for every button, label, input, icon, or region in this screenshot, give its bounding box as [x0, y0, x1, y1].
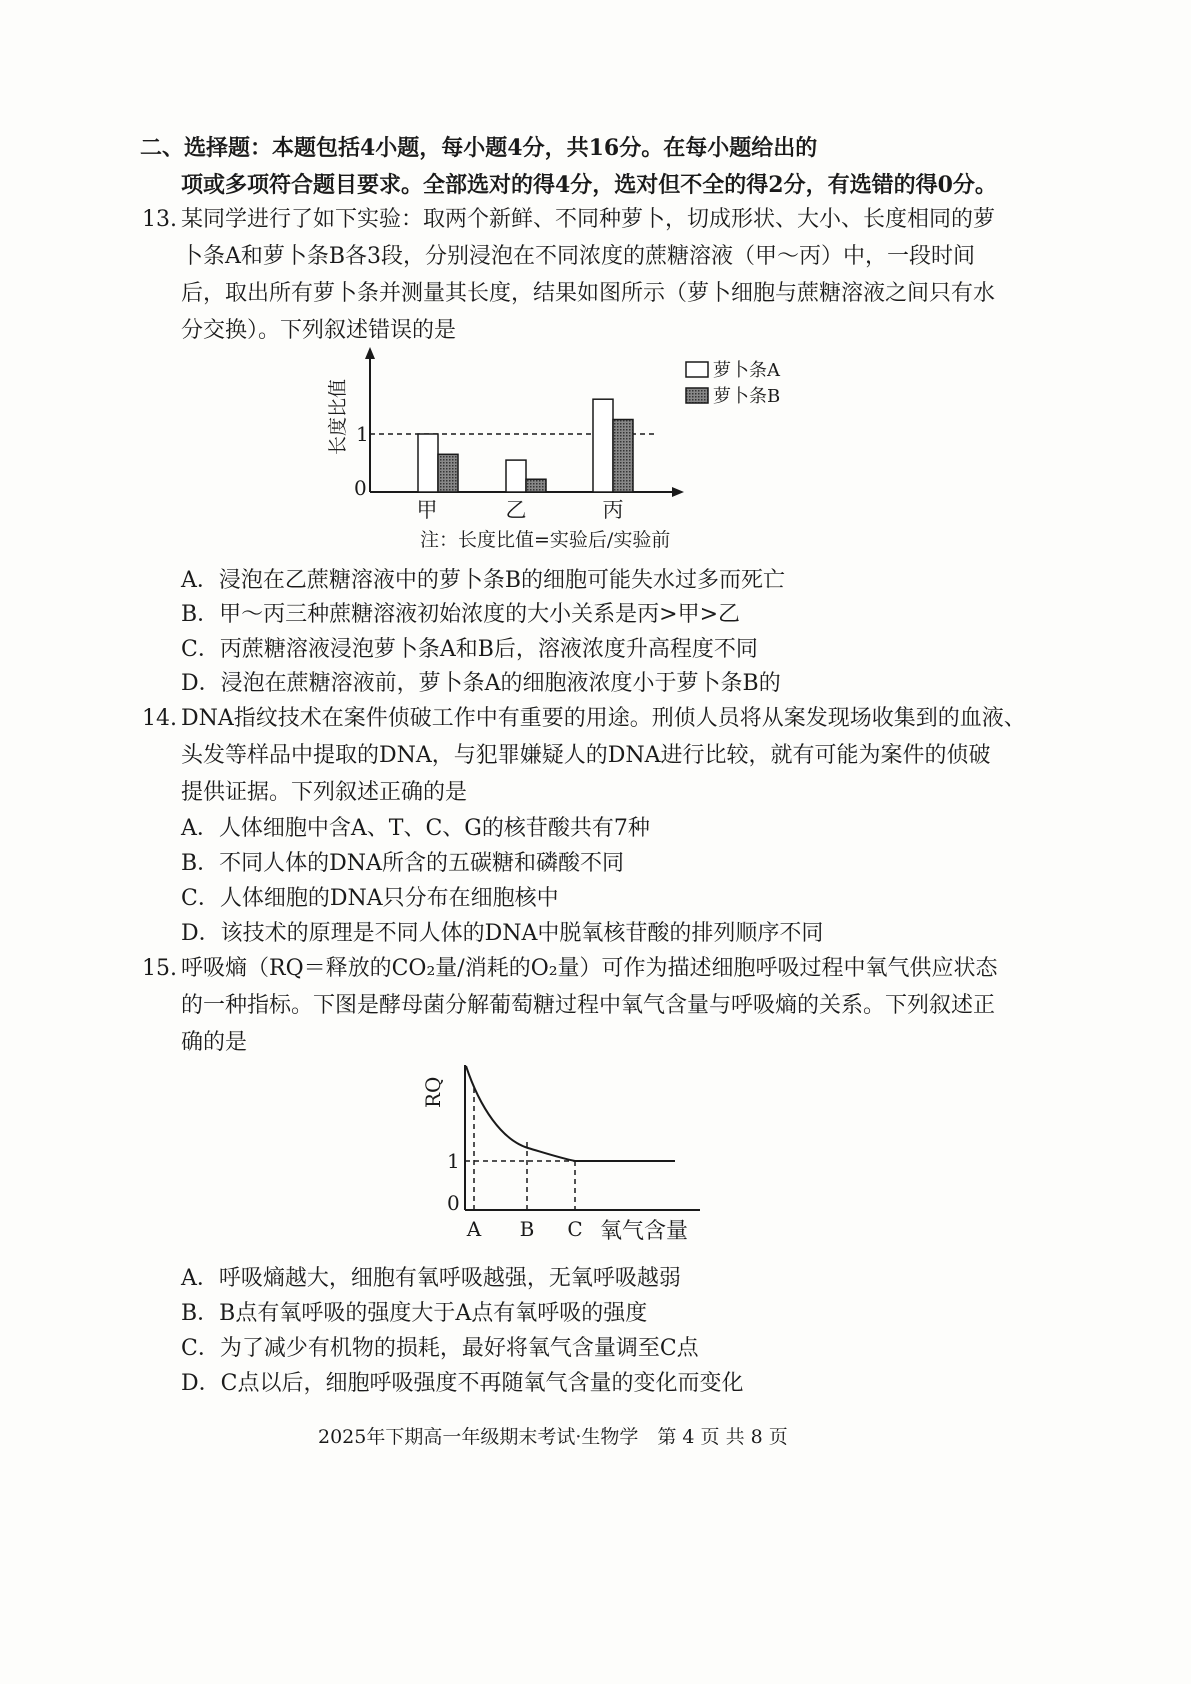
x-category-label: 丙	[602, 498, 624, 522]
q13-line: 卜条A和萝卜条B各3段，分别浸泡在不同浓度的蔗糖溶液（甲～丙）中，一段时间	[181, 244, 976, 269]
x-tick-label: C	[567, 1217, 583, 1241]
x-category-label: 甲	[416, 498, 438, 522]
chart-note: 注：长度比值=实验后/实验前	[420, 529, 671, 551]
q15-option-d: D．C点以后，细胞呼吸强度不再随氧气含量的变化而变化	[181, 1371, 744, 1396]
x-tick-label: B	[519, 1217, 535, 1241]
section-title-line1: 二、选择题：本题包括4小题，每小题4分，共16分。在每小题给出的	[140, 135, 818, 161]
q15-option-c: C．为了减少有机物的损耗，最好将氧气含量调至C点	[181, 1336, 699, 1361]
q14-option-c: C．人体细胞的DNA只分布在细胞核中	[181, 886, 559, 911]
bar-chart	[320, 345, 820, 535]
y-axis-label: 长度比值	[327, 378, 349, 455]
bar-b-乙	[526, 479, 546, 492]
q14-line: 提供证据。下列叙述正确的是	[181, 780, 468, 805]
bar-a-乙	[506, 460, 526, 492]
q15-line: 呼吸熵（RQ＝释放的CO₂量/消耗的O₂量）可作为描述细胞呼吸过程中氧气供应状态	[181, 956, 998, 981]
q14-line: 头发等样品中提取的DNA，与犯罪嫌疑人的DNA进行比较，就有可能为案件的侦破	[181, 743, 991, 768]
q14-line: DNA指纹技术在案件侦破工作中有重要的用途。刑侦人员将从案发现场收集到的血液、	[181, 706, 1026, 731]
page-footer: 2025年下期高一年级期末考试·生物学 第 4 页 共 8 页	[318, 1426, 788, 1448]
q15-line: 确的是	[181, 1030, 248, 1055]
legend-label-b: 萝卜条B	[713, 386, 781, 407]
x-tick-label: A	[466, 1217, 482, 1241]
q15-option-a: A．呼吸熵越大，细胞有氧呼吸越强，无氧呼吸越弱	[181, 1266, 681, 1291]
q14-option-b: B．不同人体的DNA所含的五碳糖和磷酸不同	[181, 851, 624, 876]
q13-number: 13.	[142, 207, 177, 232]
section-title-line2: 项或多项符合题目要求。全部选对的得4分，选对但不全的得2分，有选错的得0分。	[181, 172, 997, 198]
legend-label-a: 萝卜条A	[713, 360, 780, 381]
q15-option-b: B．B点有氧呼吸的强度大于A点有氧呼吸的强度	[181, 1301, 648, 1326]
y-axis-label: RQ	[421, 1076, 445, 1108]
bar-b-甲	[438, 454, 458, 492]
q13-line: 分交换）。下列叙述错误的是	[181, 318, 457, 343]
rq-curve	[466, 1066, 675, 1161]
x-category-label: 乙	[505, 498, 527, 522]
y-tick-label: 1	[356, 422, 369, 446]
x-axis-label: 氧气含量	[600, 1219, 689, 1244]
x-axis-arrow	[672, 487, 684, 497]
q15-number: 15.	[142, 956, 177, 981]
y-tick-label: 1	[447, 1149, 460, 1173]
rq-chart	[410, 1050, 730, 1250]
q14-number: 14.	[142, 706, 177, 731]
y-tick-label: 0	[447, 1191, 460, 1215]
q13-option-b: B．甲～丙三种蔗糖溶液初始浓度的大小关系是丙>甲>乙	[181, 602, 741, 627]
q13-option-c: C．丙蔗糖溶液浸泡萝卜条A和B后，溶液浓度升高程度不同	[181, 637, 758, 662]
legend-swatch-a	[686, 362, 708, 377]
q13-line: 后，取出所有萝卜条并测量其长度，结果如图所示（萝卜细胞与蔗糖溶液之间只有水	[181, 281, 996, 306]
legend-swatch-b	[686, 388, 708, 403]
bar-a-丙	[593, 399, 613, 492]
q13-option-a: A．浸泡在乙蔗糖溶液中的萝卜条B的细胞可能失水过多而死亡	[181, 568, 786, 593]
q13-option-d: D．浸泡在蔗糖溶液前，萝卜条A的细胞液浓度小于萝卜条B的	[181, 671, 781, 696]
bar-a-甲	[418, 434, 438, 492]
bar-b-丙	[613, 420, 633, 493]
q13-line: 某同学进行了如下实验：取两个新鲜、不同种萝卜，切成形状、大小、长度相同的萝	[181, 207, 996, 232]
y-axis-arrow	[365, 347, 375, 359]
q15-line: 的一种指标。下图是酵母菌分解葡萄糖过程中氧气含量与呼吸熵的关系。下列叙述正	[181, 993, 996, 1018]
y-tick-label: 0	[354, 476, 367, 500]
q14-option-d: D．该技术的原理是不同人体的DNA中脱氧核苷酸的排列顺序不同	[181, 921, 824, 946]
q14-option-a: A．人体细胞中含A、T、C、G的核苷酸共有7种	[181, 816, 650, 841]
